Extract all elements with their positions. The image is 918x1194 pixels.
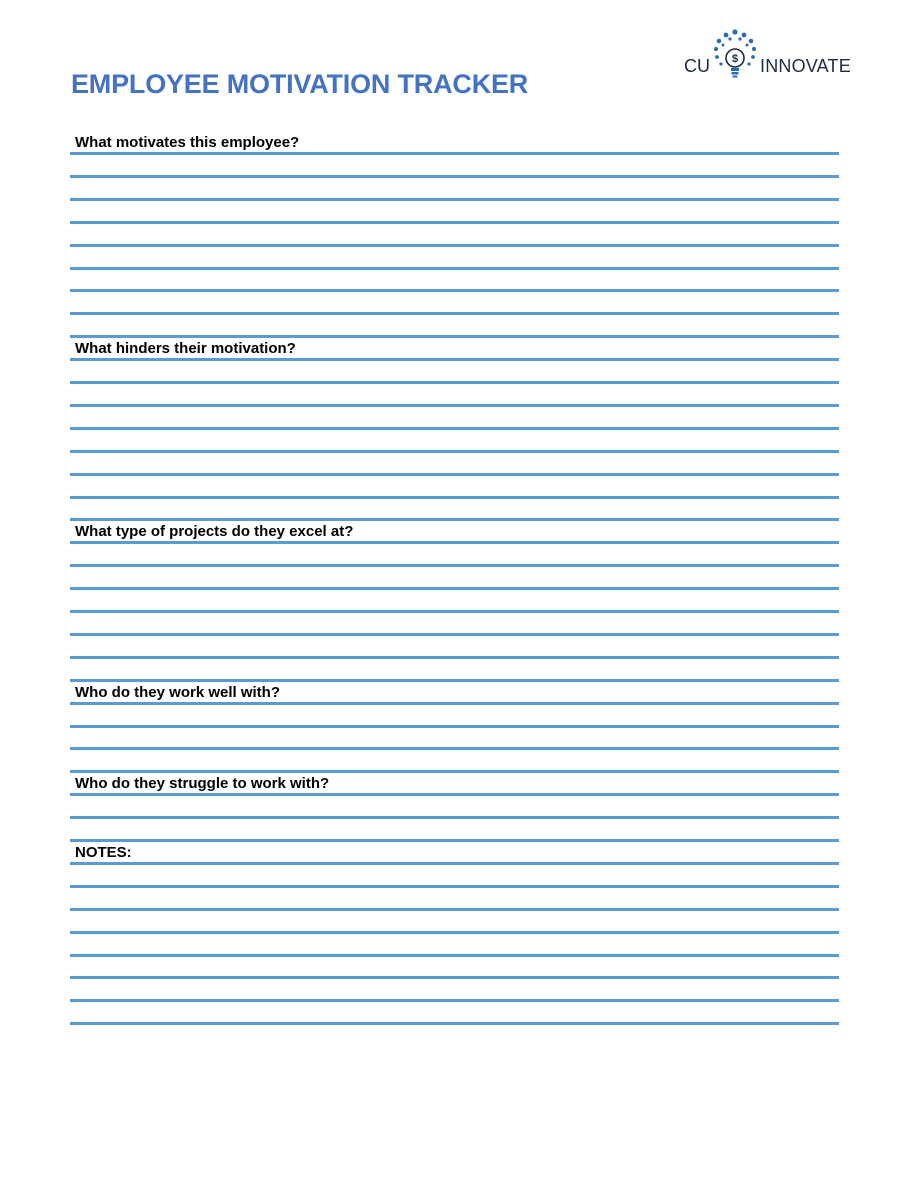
answer-line-motivates[interactable]: [70, 198, 839, 201]
answer-line-hinders[interactable]: [70, 404, 839, 407]
logo-text-cu: CU: [684, 56, 710, 76]
answer-line-notes[interactable]: [70, 908, 839, 911]
answer-line-excel[interactable]: [70, 656, 839, 659]
answer-line-motivates[interactable]: [70, 152, 839, 155]
answer-line-notes[interactable]: [70, 976, 839, 979]
answer-line-notes[interactable]: [70, 862, 839, 865]
answer-line-works-well[interactable]: [70, 702, 839, 705]
section-label-struggle: Who do they struggle to work with?: [75, 775, 330, 793]
answer-line-struggle[interactable]: [70, 816, 839, 819]
answer-line-excel[interactable]: [70, 587, 839, 590]
answer-line-hinders[interactable]: [70, 518, 839, 521]
answer-line-motivates[interactable]: [70, 335, 839, 338]
answer-line-hinders[interactable]: [70, 381, 839, 384]
answer-line-motivates[interactable]: [70, 175, 839, 178]
section-label-motivates: What motivates this employee?: [75, 134, 300, 151]
answer-line-excel[interactable]: [70, 541, 839, 544]
answer-line-struggle[interactable]: [70, 793, 839, 796]
answer-line-hinders[interactable]: [70, 473, 839, 476]
answer-line-hinders[interactable]: [70, 427, 839, 430]
section-label-notes: NOTES:: [75, 843, 132, 861]
answer-line-notes[interactable]: [70, 954, 839, 957]
answer-line-motivates[interactable]: [70, 244, 839, 247]
answer-line-excel[interactable]: [70, 610, 839, 613]
answer-line-hinders[interactable]: [70, 496, 839, 499]
answer-line-motivates[interactable]: [70, 267, 839, 270]
tracker-form: [70, 0, 839, 1194]
logo-text-innovate: INNOVATE: [760, 56, 851, 76]
section-label-works-well: Who do they work well with?: [75, 683, 280, 701]
page-title: EMPLOYEE MOTIVATION TRACKER: [71, 69, 529, 99]
answer-line-notes[interactable]: [70, 1022, 839, 1025]
answer-line-excel[interactable]: [70, 633, 839, 636]
answer-line-works-well[interactable]: [70, 770, 839, 773]
answer-line-motivates[interactable]: [70, 221, 839, 224]
answer-line-motivates[interactable]: [70, 289, 839, 292]
answer-line-notes[interactable]: [70, 999, 839, 1002]
answer-line-works-well[interactable]: [70, 725, 839, 728]
section-label-excel: What type of projects do they excel at?: [75, 523, 354, 541]
answer-line-notes[interactable]: [70, 931, 839, 934]
answer-line-hinders[interactable]: [70, 358, 839, 361]
answer-line-struggle[interactable]: [70, 839, 839, 842]
answer-line-works-well[interactable]: [70, 747, 839, 750]
answer-line-notes[interactable]: [70, 885, 839, 888]
section-label-hinders: What hinders their motivation?: [75, 340, 296, 358]
answer-line-motivates[interactable]: [70, 312, 839, 315]
answer-line-excel[interactable]: [70, 564, 839, 567]
answer-line-hinders[interactable]: [70, 450, 839, 453]
logo-dollar-symbol: $: [731, 53, 739, 65]
answer-line-excel[interactable]: [70, 679, 839, 682]
